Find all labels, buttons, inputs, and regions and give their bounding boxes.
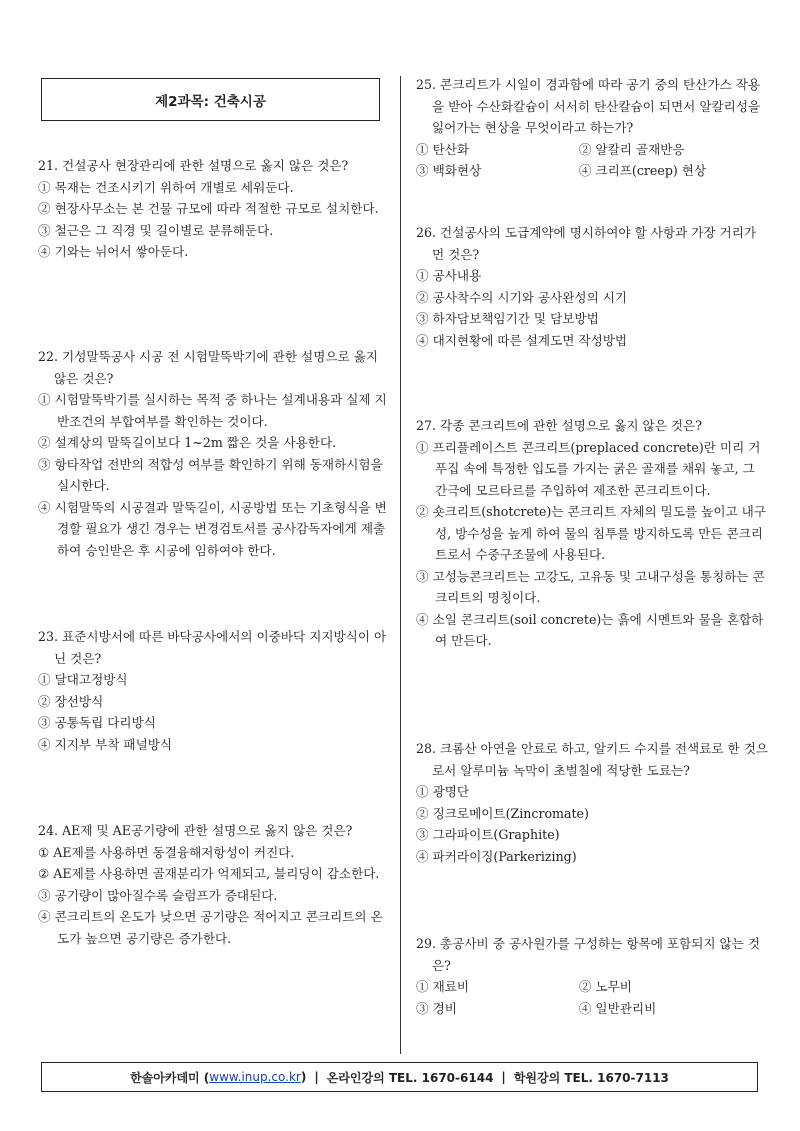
question-stem: 22. 기성말뚝공사 시공 전 시험말뚝박기에 관한 설명으로 옳지 않은 것은? <box>38 349 379 386</box>
footer-academy-close: ) <box>300 1070 307 1084</box>
question-25 <box>416 74 770 182</box>
footer-online-phone: 온라인강의 TEL. 1670-6144 <box>326 1070 494 1085</box>
question-22 <box>38 346 392 561</box>
question-stem: 28. 크롬산 아연을 안료로 하고, 알키드 수지를 전색료로 한 것으로서 알루미늄 녹막이 초벌칠에 적당한 도료는? <box>416 741 769 778</box>
footer-offline-phone: 학원강의 TEL. 1670-7113 <box>513 1070 669 1085</box>
answer-option-4[interactable]: ④ 크리프(creep) 현상 <box>578 163 707 178</box>
footer-bar <box>41 1062 758 1092</box>
answer-option-4[interactable]: ④ 콘크리트의 온도가 낮으면 공기량은 적어지고 콘크리트의 온도가 높으면 공기량은 증가한다. <box>38 909 383 946</box>
question-stem: 24. AE제 및 AE공기량에 관한 설명으로 옳지 않은 것은? <box>38 823 353 838</box>
answer-option-1[interactable]: ① AE제를 사용하면 동결융해저항성이 커진다. <box>38 844 295 860</box>
answer-option-1[interactable]: ① 목재는 건조시키기 위하여 개별로 세워둔다. <box>38 179 294 195</box>
answer-option-1[interactable]: ① 프리플레이스트 콘크리트(preplaced concrete)란 미리 거푸집 속에 특정한 입도를 가지는 굵은 골재를 채워 놓고, 그 간극에 모르타르를 주입하여 제조한 콘크리트이다. <box>416 439 761 498</box>
answer-option-2[interactable]: ② 징크로메이트(Zincromate) <box>416 805 589 821</box>
question-26 <box>416 222 770 351</box>
question-23 <box>38 626 392 755</box>
answer-option-4[interactable]: ④ 대지현황에 따른 설계도면 작성방법 <box>416 332 628 348</box>
answer-option-3[interactable]: ③ 철근은 그 직경 및 길이별로 분류해둔다. <box>38 222 274 238</box>
question-24 <box>38 820 392 949</box>
answer-option-3[interactable]: ③ 공기량이 많아질수록 슬럼프가 증대된다. <box>38 887 278 903</box>
answer-option-2[interactable]: ② 알칼리 골재반응 <box>578 141 685 157</box>
answer-option-2[interactable]: ② 노무비 <box>578 979 632 994</box>
subject-title: 제2과목: 건축시공 <box>155 93 266 110</box>
column-divider <box>400 76 401 1054</box>
answer-option-2[interactable]: ② 공사착수의 시기와 공사완성의 시기 <box>416 289 628 305</box>
answer-option-4[interactable]: ④ 기와는 뉘어서 쌓아둔다. <box>38 244 189 259</box>
answer-option-2[interactable]: ② 숏크리트(shotcrete)는 콘크리트 자체의 밀도를 높이고 내구성, 방수성을 높게 하여 물의 침투를 방지하도록 만든 콘크리트로서 수중구조물에 사용된다. <box>416 504 767 562</box>
question-stem: 21. 건설공사 현장관리에 관한 설명으로 옳지 않은 것은? <box>38 158 349 173</box>
answer-option-1[interactable]: ① 재료비 <box>416 979 470 994</box>
answer-option-1[interactable]: ① 달대고정방식 <box>38 672 128 687</box>
answer-option-1[interactable]: ① 시험말뚝박기를 실시하는 목적 중 하나는 설계내용과 실제 지반조건의 부합여부를 확인하는 것이다. <box>38 392 387 429</box>
answer-option-1[interactable]: ① 광명단 <box>416 784 470 799</box>
answer-option-4[interactable]: ④ 지지부 부착 패널방식 <box>38 736 173 752</box>
answer-option-3[interactable]: ③ 고성능콘크리트는 고강도, 고유동 및 고내구성을 통칭하는 콘크리트의 명칭이다. <box>416 568 765 605</box>
answer-option-4[interactable]: ④ 일반관리비 <box>578 1000 657 1016</box>
question-stem: 29. 총공사비 중 공사원가를 구성하는 항목에 포함되지 않는 것은? <box>416 936 761 973</box>
question-28 <box>416 738 770 867</box>
answer-option-3[interactable]: ③ 하자담보책임기간 및 담보방법 <box>416 311 599 326</box>
question-stem: 26. 건설공사의 도급계약에 명시하여야 할 사항과 가장 거리가 먼 것은? <box>416 225 757 262</box>
answer-option-4[interactable]: ④ 소일 콘크리트(soil concrete)는 흙에 시멘트와 물을 혼합하여 만든다. <box>416 611 764 648</box>
answer-option-3[interactable]: ③ 항타작업 전반의 적합성 여부를 확인하기 위해 동재하시험을 실시한다. <box>38 456 383 493</box>
footer-website-link[interactable]: www.inup.co.kr <box>209 1070 301 1084</box>
footer-separator: | <box>314 1070 319 1084</box>
answer-option-3[interactable]: ③ 경비 <box>416 1000 457 1016</box>
answer-option-3[interactable]: ③ 공통독립 다리방식 <box>38 715 156 730</box>
footer-separator: | <box>501 1070 506 1084</box>
question-stem: 23. 표준시방서에 따른 바닥공사에서의 이중바닥 지지방식이 아닌 것은? <box>38 629 387 666</box>
answer-option-2[interactable]: ② 설계상의 말뚝길이보다 1~2m 짧은 것을 사용한다. <box>38 435 337 450</box>
answer-option-3[interactable]: ③ 그라파이트(Graphite) <box>416 827 560 842</box>
answer-option-2[interactable]: ② 장선방식 <box>38 693 104 709</box>
question-29 <box>416 933 770 1019</box>
question-stem: 25. 콘크리트가 시일이 경과함에 따라 공기 중의 탄산가스 작용을 받아 수산화칼슘이 서서히 탄산칼슘이 되면서 알칼리성을 잃어가는 현상을 무엇이라고 하는가? <box>416 77 761 135</box>
answer-option-2[interactable]: ② 현장사무소는 본 건물 규모에 따라 적절한 규모로 설치한다. <box>38 201 379 216</box>
subject-title-box <box>41 78 380 121</box>
answer-option-3[interactable]: ③ 백화현상 <box>416 163 482 178</box>
question-21 <box>38 155 392 263</box>
footer-academy: 한솔아카데미 ( <box>130 1070 210 1085</box>
answer-option-1[interactable]: ① 탄산화 <box>416 141 470 157</box>
question-27 <box>416 415 770 652</box>
answer-option-4[interactable]: ④ 시험말뚝의 시공결과 말뚝길이, 시공방법 또는 기초형식을 변경할 필요가 생긴 경우는 변경검토서를 공사감독자에게 제출하여 승인받은 후 시공에 임하여야 한다. <box>38 499 387 558</box>
answer-option-2[interactable]: ② AE제를 사용하면 골재분리가 억제되고, 블리딩이 감소한다. <box>38 866 380 881</box>
question-stem: 27. 각종 콘크리트에 관한 설명으로 옳지 않은 것은? <box>416 418 702 433</box>
answer-option-4[interactable]: ④ 파커라이징(Parkerizing) <box>416 848 577 864</box>
answer-option-1[interactable]: ① 공사내용 <box>416 268 482 283</box>
